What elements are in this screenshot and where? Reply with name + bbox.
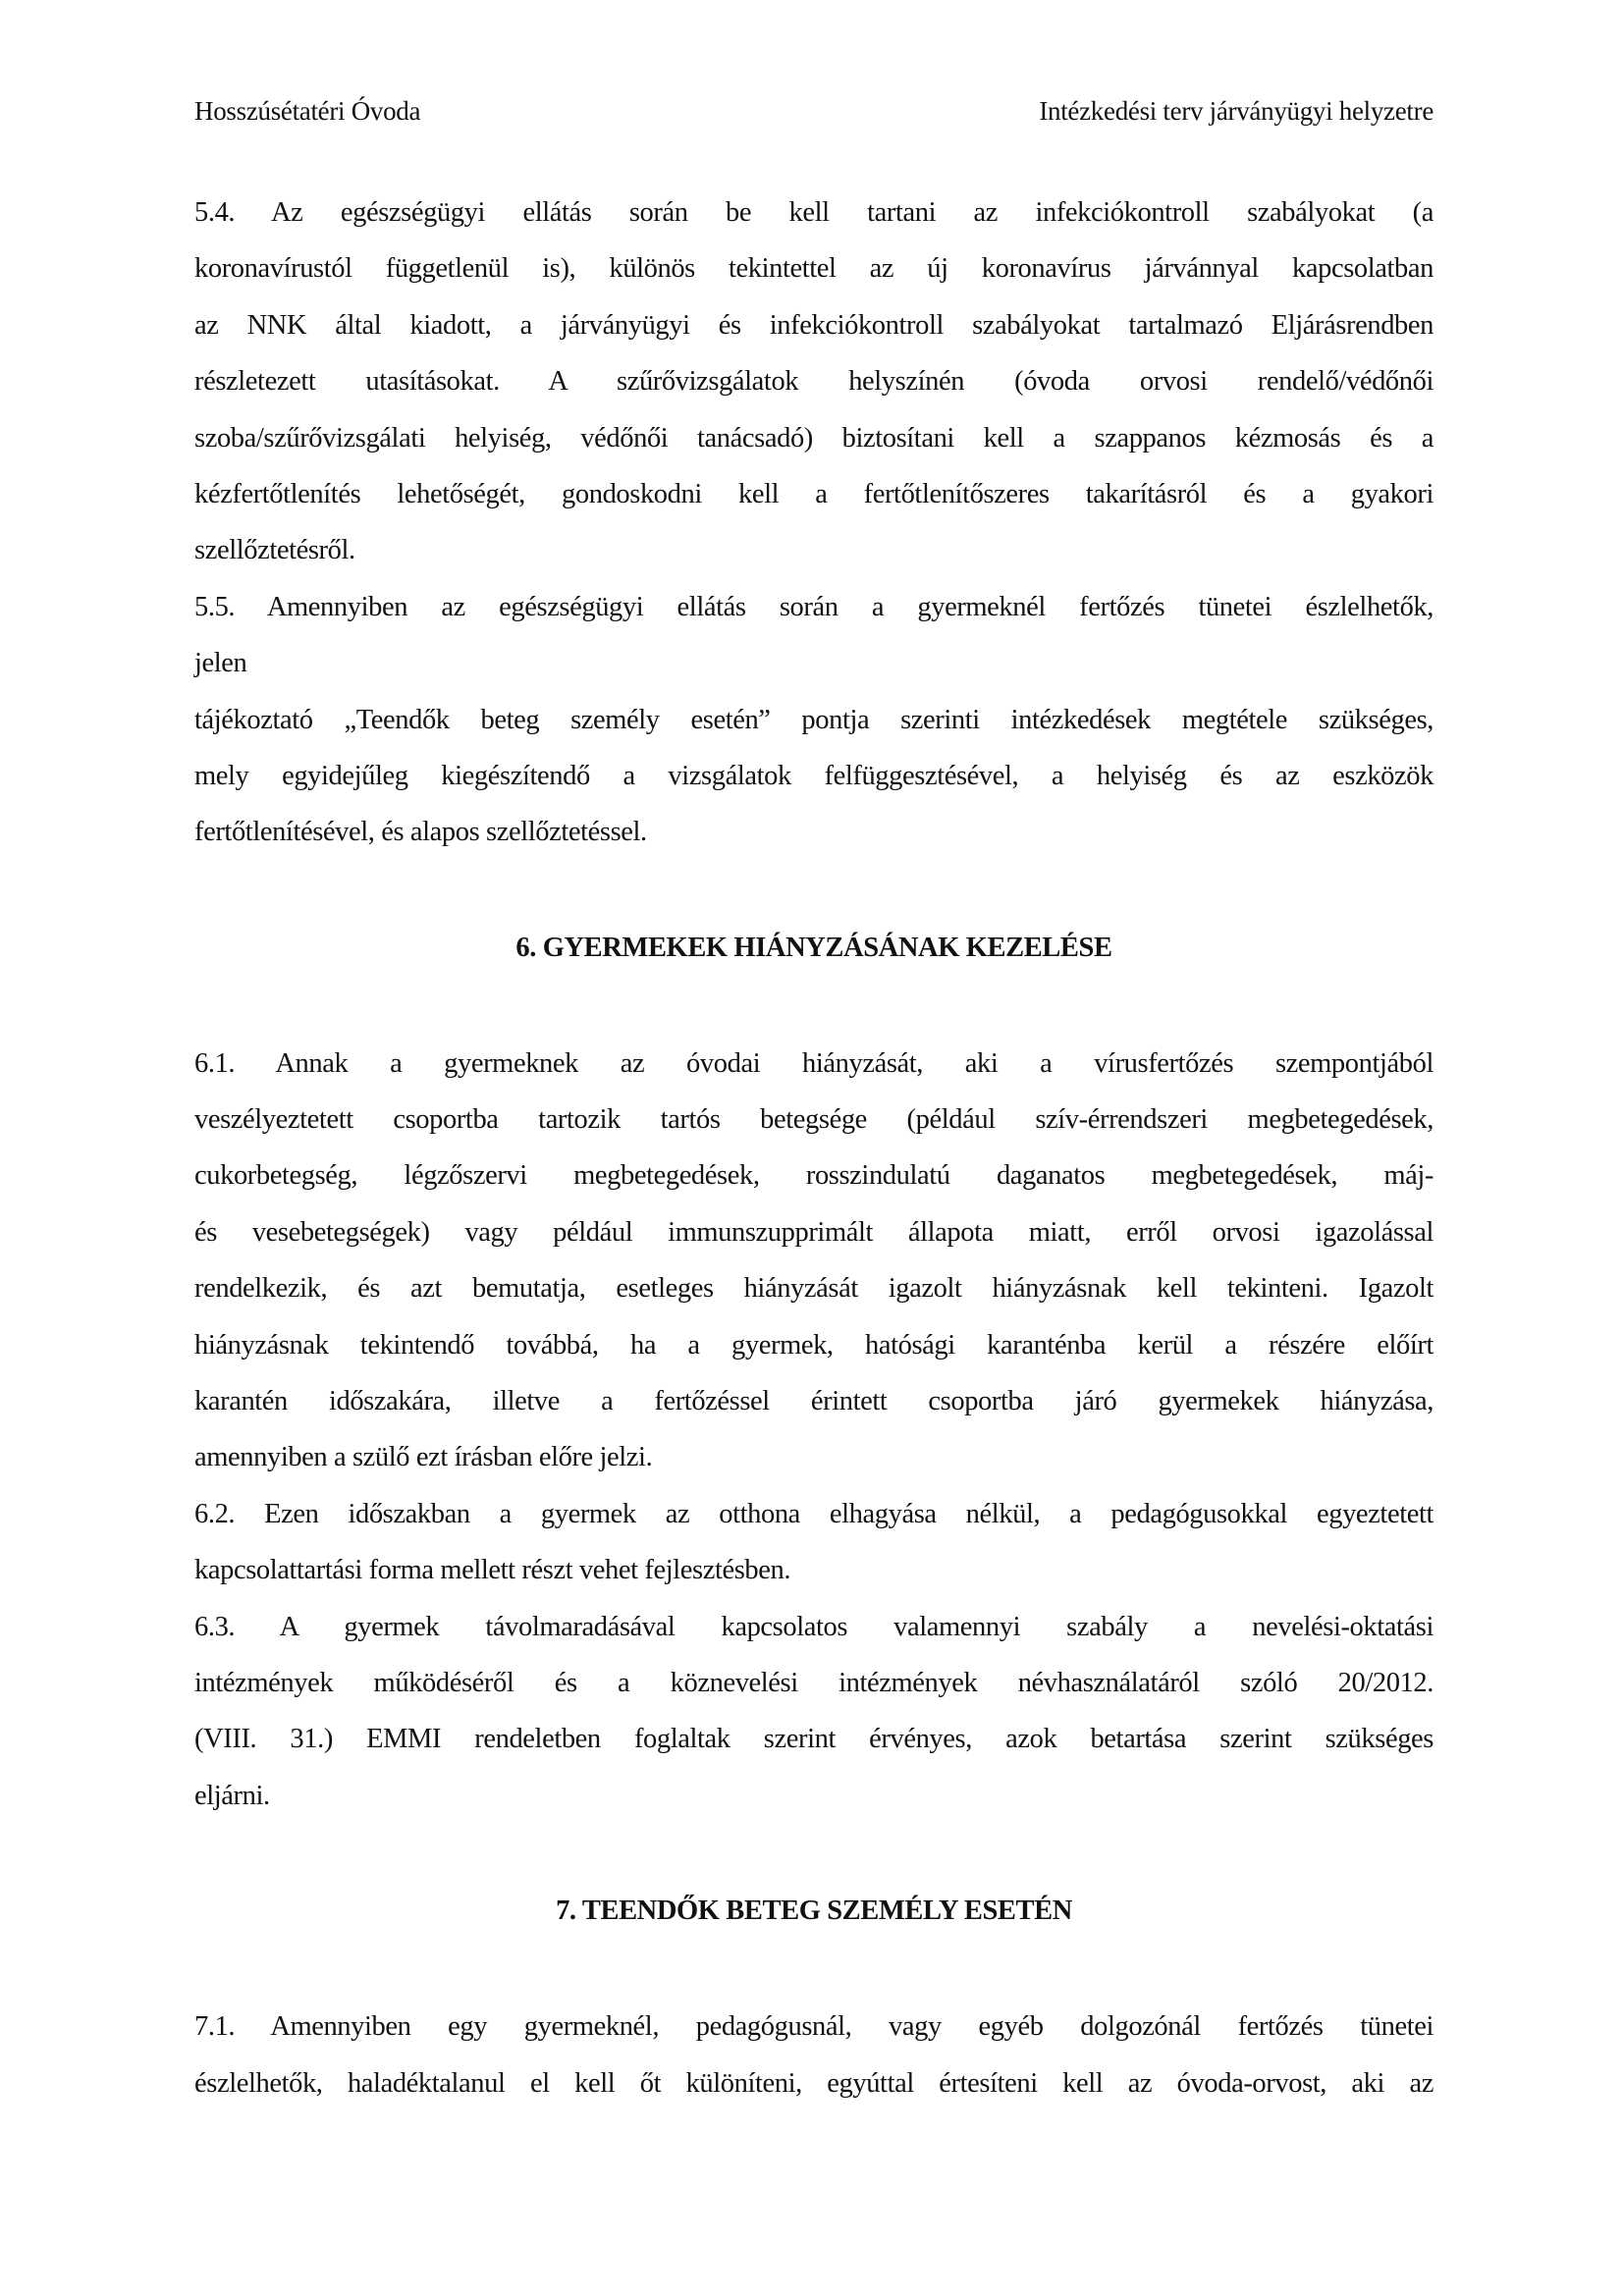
text-line: mely egyidejűleg kiegészítendő a vizsgálatok felfüggesztésével, a helyiség és az eszközök — [194, 760, 1434, 791]
paragraph-6-1 — [194, 1044, 1434, 1495]
document-body — [194, 193, 1434, 2120]
text-line: kézfertőtlenítés lehetőségét, gondoskodni kell a fertőtlenítőszeres takarításról és a gyakori — [194, 478, 1434, 509]
text-line: amennyiben a szülő ezt írásban előre jelzi. — [194, 1442, 653, 1473]
text-line: észlelhetők, haladéktalanul el kell őt különíteni, egyúttal értesíteni kell az óvoda-orvost, aki az — [194, 2067, 1434, 2099]
text-line: és vesebetegségek) vagy például immunszupprimált állapota miatt, erről orvosi igazolással — [194, 1216, 1434, 1248]
text-line: eljárni. — [194, 1780, 270, 1811]
text-line: 6.3. A gyermek távolmaradásával kapcsolatos valamennyi szabály a nevelési-oktatási — [194, 1611, 1434, 1642]
text-line: intézmények működéséről és a köznevelési intézmények névhasználatáról szóló 20/2012. — [194, 1667, 1434, 1698]
text-line: koronavírustól függetlenül is), különös tekintettel az új koronavírus járvánnyal kapcsolatban — [194, 253, 1434, 285]
text-line: (VIII. 31.) EMMI rendeletben foglaltak szerint érvényes, azok betartása szerint szükséges — [194, 1724, 1434, 1755]
text-line: karantén időszakára, illetve a fertőzéssel érintett csoportba járó gyermekek hiányzása, — [194, 1386, 1434, 1417]
text-line: szoba/szűrővizsgálati helyiség, védőnői tanácsadó) biztosítani kell a szappanos kézmosás és a — [194, 422, 1434, 454]
paragraph-5-5 — [194, 588, 1434, 870]
text-line: 6.1. Annak a gyermeknek az óvodai hiányzását, aki a vírusfertőzés szempontjából — [194, 1047, 1434, 1079]
text-line: cukorbetegség, légzőszervi megbetegedések, rosszindulatú daganatos megbetegedések, máj- — [194, 1160, 1434, 1192]
section-heading-7: 7. TEENDŐK BETEG SZEMÉLY ESETÉN — [556, 1896, 1072, 1927]
text-line: jelen — [194, 648, 247, 679]
text-line: 6.2. Ezen időszakban a gyermek az otthona elhagyása nélkül, a pedagógusokkal egyeztetett — [194, 1498, 1434, 1529]
text-line: 5.5. Amennyiben az egészségügyi ellátás során a gyermeknél fertőzés tünetei észlelhetők, — [194, 591, 1434, 622]
section-heading-6: 6. GYERMEKEK HIÁNYZÁSÁNAK KEZELÉSE — [515, 932, 1112, 963]
text-line: veszélyeztetett csoportba tartozik tartós betegsége (például szív-érrendszeri megbetegedések, — [194, 1104, 1434, 1136]
running-header-right: Intézkedési terv járványügyi helyzetre — [1039, 96, 1434, 126]
paragraph-7-1 — [194, 2007, 1434, 2120]
paragraph-6-3 — [194, 1608, 1434, 1834]
text-line: szellőztetésről. — [194, 535, 355, 566]
running-header-left: Hosszúsétatéri Óvoda — [194, 96, 421, 126]
text-line: az NNK által kiadott, a járványügyi és infekciókontroll szabályokat tartalmazó Eljárásrendben — [194, 309, 1434, 341]
paragraph-5-4 — [194, 193, 1434, 588]
paragraph-6-2 — [194, 1495, 1434, 1608]
text-line: fertőtlenítésével, és alapos szellőztetéssel. — [194, 817, 647, 848]
text-line: tájékoztató „Teendők beteg személy esetén” pontja szerinti intézkedések megtétele szükséges, — [194, 704, 1434, 735]
text-line: rendelkezik, és azt bemutatja, esetleges hiányzását igazolt hiányzásnak kell tekinteni. Igazolt — [194, 1273, 1434, 1305]
text-line: részletezett utasításokat. A szűrővizsgálatok helyszínén (óvoda orvosi rendelő/védőnői — [194, 366, 1434, 398]
text-line: kapcsolattartási forma mellett részt vehet fejlesztésben. — [194, 1555, 791, 1586]
text-line: hiányzásnak tekintendő továbbá, ha a gyermek, hatósági karanténba kerül a részére előírt — [194, 1329, 1434, 1361]
text-line: 5.4. Az egészségügyi ellátás során be kell tartani az infekciókontroll szabályokat (a — [194, 197, 1434, 228]
text-line: 7.1. Amennyiben egy gyermeknél, pedagógusnál, vagy egyéb dolgozónál fertőzés tünetei — [194, 2011, 1434, 2043]
